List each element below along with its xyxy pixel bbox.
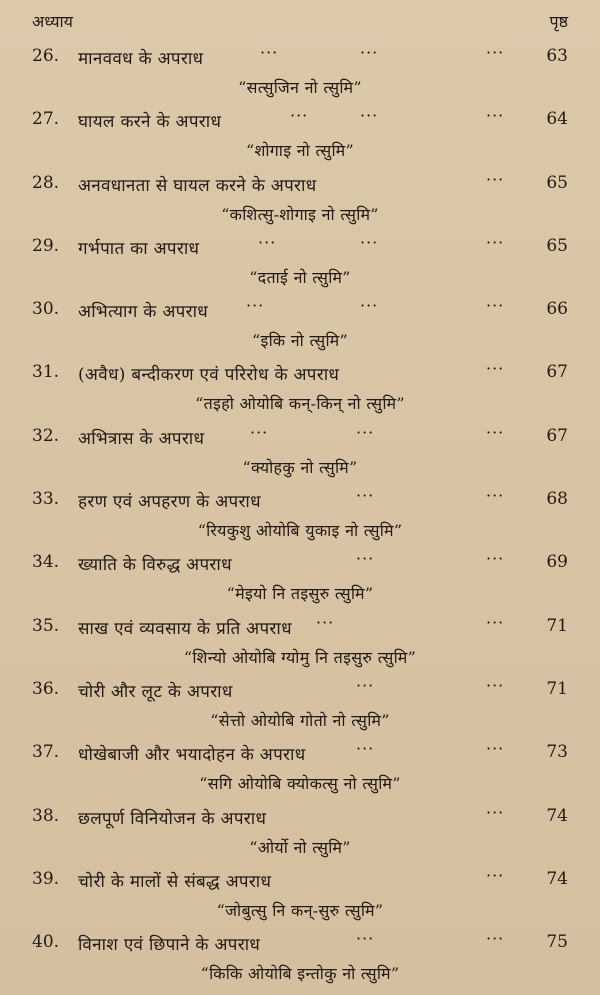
toc-entry-row xyxy=(32,612,568,642)
chapter-title: अभित्याग के अपराध xyxy=(78,302,209,323)
chapter-title: घायल करने के अपराध xyxy=(78,112,222,133)
toc-entry xyxy=(0,293,600,356)
page-number: 74 xyxy=(546,868,568,889)
page-number: 69 xyxy=(546,552,568,573)
page-number: 71 xyxy=(546,678,568,699)
japanese-term: “सगि ओयोबि क्योकत्सु नो त्सुमि” xyxy=(199,774,401,794)
dot-leader: ··· xyxy=(356,739,375,759)
dot-leader: ··· xyxy=(356,549,375,569)
japanese-term: “कशित्सु-शोगाइ नो त्सुमि” xyxy=(221,204,379,224)
toc-entry xyxy=(0,420,600,483)
toc-entry-row xyxy=(32,43,568,72)
page-number: 68 xyxy=(546,489,568,510)
chapter-title: साख एवं व्यवसाय के प्रति अपराध xyxy=(78,618,292,639)
dot-leader: ··· xyxy=(486,865,505,885)
dot-leader: ··· xyxy=(486,675,505,695)
chapter-number: 34. xyxy=(32,552,60,573)
chapter-title: हरण एवं अपहरण के अपराध xyxy=(78,492,261,513)
toc-entry-row xyxy=(32,232,568,262)
chapter-number: 33. xyxy=(32,489,60,510)
toc-entry-row xyxy=(32,169,568,199)
toc-entry xyxy=(0,800,600,863)
toc-entry-row xyxy=(32,359,568,388)
toc-entry-row xyxy=(32,865,568,895)
toc-entry-row xyxy=(32,296,568,325)
chapter-title: अनवधानता से घायल करने के अपराध xyxy=(78,175,317,196)
dot-leader: ··· xyxy=(486,43,505,62)
japanese-term: “शिन्यो ओयोबि ग्योमु नि तइसुरु त्सुमि” xyxy=(183,647,417,667)
chapter-title: गर्भपात का अपराध xyxy=(78,238,200,259)
chapter-number: 26. xyxy=(32,46,60,66)
dot-leader: ··· xyxy=(356,486,375,506)
dot-leader: ··· xyxy=(360,106,379,126)
page-number: 67 xyxy=(546,425,568,446)
dot-leader: ··· xyxy=(486,359,505,379)
toc-entry-row xyxy=(32,802,568,832)
toc-entry xyxy=(0,736,600,799)
japanese-term: “क्योहकु नो त्सुमि” xyxy=(242,457,358,477)
toc-entry xyxy=(0,483,600,546)
chapter-title: छलपूर्ण विनियोजन के अपराध xyxy=(78,808,267,829)
dot-leader: ··· xyxy=(486,422,505,442)
japanese-term: “शोगाइ नो त्सुमि” xyxy=(246,141,354,161)
dot-leader: ··· xyxy=(486,929,505,949)
chapter-number: 28. xyxy=(32,172,60,193)
toc-entry-row xyxy=(32,106,568,135)
page-number: 67 xyxy=(546,362,568,383)
toc-entry xyxy=(0,673,600,736)
toc-header xyxy=(32,10,568,34)
dot-leader: ··· xyxy=(486,549,505,569)
toc-entry-row xyxy=(32,739,568,768)
dot-leader: ··· xyxy=(486,232,505,252)
toc-entry xyxy=(0,230,600,293)
japanese-term: “जोबुत्सु नि कन्-सुरु त्सुमि” xyxy=(216,900,384,920)
chapter-title: चोरी के मालों से संबद्ध अपराध xyxy=(78,871,272,892)
dot-leader: ··· xyxy=(486,106,505,126)
toc-entry xyxy=(0,356,600,419)
japanese-term: “इकि नो त्सुमि” xyxy=(252,331,348,351)
chapter-title: चोरी और लूट के अपराध xyxy=(78,681,233,702)
toc-entry-row xyxy=(32,549,568,578)
japanese-term: “दताई नो त्सुमि” xyxy=(249,267,351,287)
japanese-term: “तइहो ओयोबि कन्-किन् नो त्सुमि” xyxy=(195,394,405,414)
toc-entry xyxy=(0,926,600,989)
japanese-term: “किकि ओयोबि इन्तोकु नो त्सुमि” xyxy=(200,964,400,984)
japanese-term: “मेइयो नि तइसुरु त्सुमि” xyxy=(226,584,374,604)
toc-entry-row xyxy=(32,929,568,958)
dot-leader: ··· xyxy=(356,929,375,949)
toc-entry-row xyxy=(32,675,568,705)
toc-entry xyxy=(0,167,600,230)
toc-entry xyxy=(0,103,600,166)
chapter-column-label: अध्याय xyxy=(32,12,73,31)
dot-leader: ··· xyxy=(486,169,505,189)
chapter-number: 38. xyxy=(32,805,60,826)
toc-entry xyxy=(0,863,600,926)
page-column-label: पृष्ठ xyxy=(549,12,568,31)
chapter-title: अभित्रास के अपराध xyxy=(78,428,205,449)
toc-entry-row xyxy=(32,422,568,452)
page-number: 71 xyxy=(546,615,568,636)
dot-leader: ··· xyxy=(486,296,505,316)
toc-entry xyxy=(0,40,600,103)
dot-leader: ··· xyxy=(486,802,505,822)
dot-leader: ··· xyxy=(290,106,309,126)
chapter-number: 32. xyxy=(32,425,60,446)
dot-leader: ··· xyxy=(486,739,505,759)
dot-leader: ··· xyxy=(486,486,505,506)
chapter-number: 31. xyxy=(32,362,60,383)
chapter-title: मानववध के अपराध xyxy=(78,49,204,69)
chapter-number: 37. xyxy=(32,742,60,763)
japanese-term: “सेत्तो ओयोबि गोतो नो त्सुमि” xyxy=(210,710,390,730)
page-number: 65 xyxy=(546,172,568,193)
toc-entry xyxy=(0,546,600,609)
japanese-term: “ओर्यो नो त्सुमि” xyxy=(249,837,351,857)
chapter-number: 35. xyxy=(32,615,60,636)
chapter-title: ख्याति के विरुद्ध अपराध xyxy=(78,555,232,576)
page-number: 66 xyxy=(546,299,568,320)
page-number: 74 xyxy=(546,805,568,826)
dot-leader: ··· xyxy=(260,43,279,62)
page-number: 64 xyxy=(546,109,568,130)
page-number: 75 xyxy=(546,932,568,953)
dot-leader: ··· xyxy=(356,675,375,695)
dot-leader: ··· xyxy=(486,612,505,632)
page-number: 65 xyxy=(546,235,568,256)
page-number: 63 xyxy=(546,46,568,66)
chapter-number: 36. xyxy=(32,678,60,699)
dot-leader: ··· xyxy=(316,612,335,632)
chapter-title: विनाश एवं छिपाने के अपराध xyxy=(78,935,261,956)
dot-leader: ··· xyxy=(360,296,379,316)
chapter-title: (अवैध) बन्दीकरण एवं परिरोध के अपराध xyxy=(78,365,340,386)
dot-leader: ··· xyxy=(258,232,277,252)
chapter-number: 29. xyxy=(32,235,60,256)
dot-leader: ··· xyxy=(360,43,379,62)
dot-leader: ··· xyxy=(356,422,375,442)
chapter-number: 39. xyxy=(32,868,60,889)
dot-leader: ··· xyxy=(250,422,269,442)
chapter-number: 27. xyxy=(32,109,60,130)
toc-entry xyxy=(0,610,600,673)
chapter-title: धोखेबाजी और भयादोहन के अपराध xyxy=(78,745,306,766)
chapter-number: 40. xyxy=(32,932,60,953)
dot-leader: ··· xyxy=(360,232,379,252)
chapter-number: 30. xyxy=(32,299,60,320)
japanese-term: “सत्सुजिन नो त्सुमि” xyxy=(238,78,362,97)
dot-leader: ··· xyxy=(246,296,265,316)
page-number: 73 xyxy=(546,742,568,763)
toc-entries xyxy=(0,40,600,989)
toc-entry-row xyxy=(32,486,568,515)
japanese-term: “रियकुशु ओयोबि युकाइ नो त्सुमि” xyxy=(197,521,403,541)
